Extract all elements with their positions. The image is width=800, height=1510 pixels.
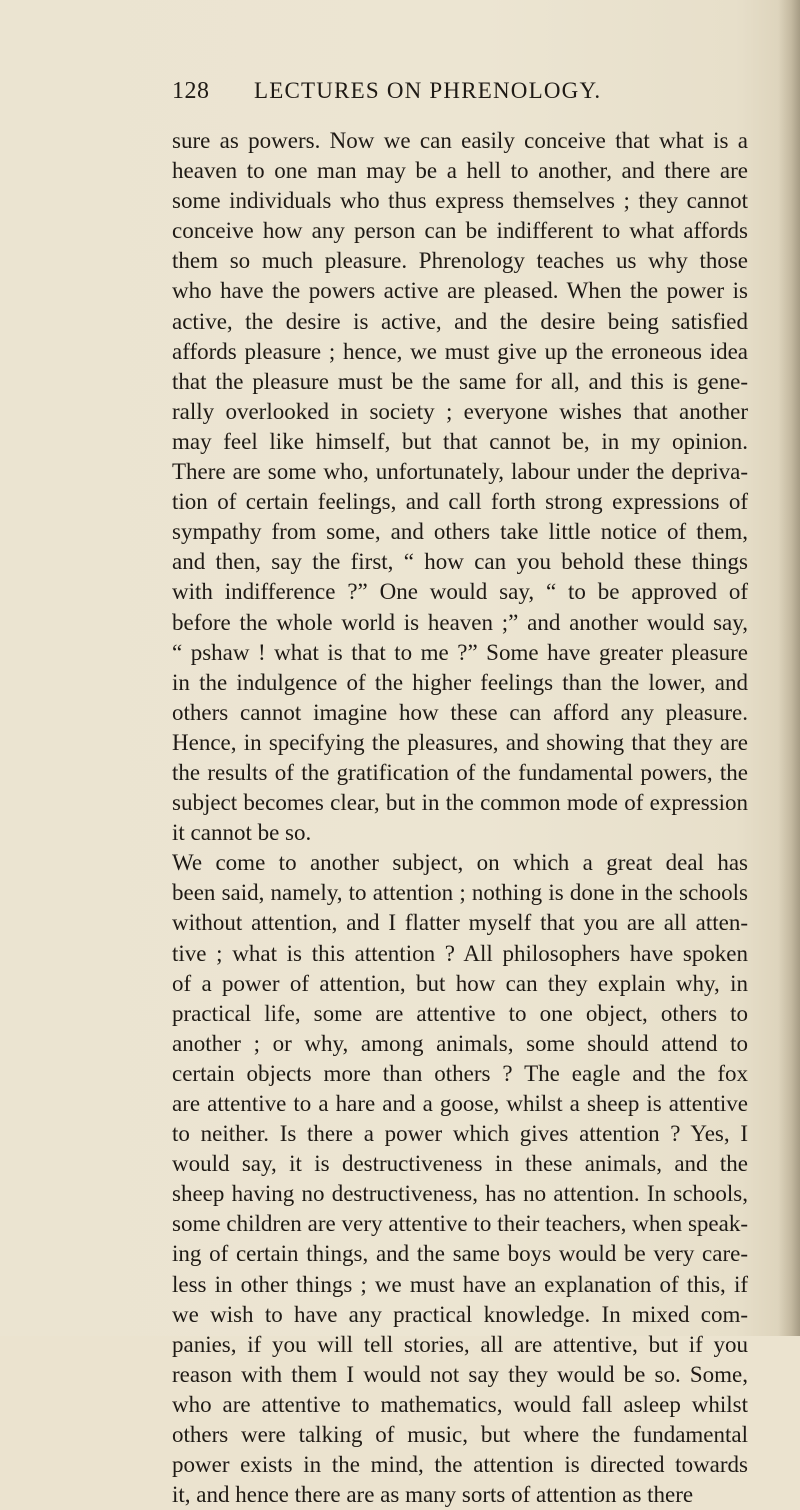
text-line: that the pleasure must be the same for all, and this is gene- bbox=[172, 368, 748, 394]
body-text bbox=[172, 126, 748, 1510]
text-line: who have the powers active are pleased. When the power is bbox=[172, 278, 748, 304]
text-line: power exists in the mind, the attention is directed towards bbox=[172, 1452, 748, 1478]
text-line: tion of certain feelings, and call forth strong expressions of bbox=[172, 489, 748, 515]
text-line: subject becomes clear, but in the common mode of expression bbox=[172, 790, 748, 816]
text-line: in the indulgence of the higher feelings than the lower, and bbox=[172, 669, 748, 695]
text-line: some children are very attentive to their teachers, when speak- bbox=[172, 1211, 748, 1237]
text-line: We come to another subject, on which a great deal has bbox=[172, 850, 748, 876]
text-line: the results of the gratification of the fundamental powers, the bbox=[172, 759, 748, 785]
text-line: rally overlooked in society ; everyone wishes that another bbox=[172, 398, 748, 424]
page-edge-shadow bbox=[778, 0, 800, 1336]
text-line: it, and hence there are as many sorts of attention as there bbox=[172, 1482, 694, 1508]
text-line: active, the desire is active, and the desire being satisfied bbox=[172, 308, 748, 334]
text-line: before the whole world is heaven ;” and another would say, bbox=[172, 609, 748, 635]
text-line: with indifference ?” One would say, “ to be approved of bbox=[172, 579, 748, 605]
text-line: some individuals who thus express themselves ; they cannot bbox=[172, 188, 748, 214]
text-line: sympathy from some, and others take little notice of them, bbox=[172, 519, 748, 545]
text-line: and then, say the first, “ how can you behold these things bbox=[172, 549, 748, 575]
text-line: others were talking of music, but where the fundamental bbox=[172, 1422, 748, 1448]
text-line: of a power of attention, but how can they explain why, in bbox=[172, 970, 748, 996]
text-line: heaven to one man may be a hell to another, and there are bbox=[172, 158, 748, 184]
text-line: we wish to have any practical knowledge. In mixed com- bbox=[172, 1301, 748, 1327]
page-header bbox=[172, 78, 732, 110]
text-line: panies, if you will tell stories, all are attentive, but if you bbox=[172, 1331, 748, 1357]
running-head: LECTURES ON PHRENOLOGY. bbox=[254, 78, 602, 103]
text-line: who are attentive to mathematics, would fall asleep whilst bbox=[172, 1391, 748, 1417]
page-number: 128 bbox=[172, 78, 210, 104]
text-line: sure as powers. Now we can easily conceive that what is a bbox=[172, 128, 748, 153]
text-line: may feel like himself, but that cannot be, in my opinion. bbox=[172, 428, 748, 454]
text-line: been said, namely, to attention ; nothing is done in the schools bbox=[172, 880, 748, 906]
text-line: certain objects more than others ? The eagle and the fox bbox=[172, 1060, 748, 1086]
text-line: would say, it is destructiveness in these animals, and the bbox=[172, 1151, 748, 1177]
text-line: another ; or why, among animals, some should attend to bbox=[172, 1030, 748, 1056]
text-line: affords pleasure ; hence, we must give up the erroneous idea bbox=[172, 338, 748, 364]
text-line: less in other things ; we must have an explanation of this, if bbox=[172, 1271, 748, 1297]
text-line: without attention, and I flatter myself that you are all atten- bbox=[172, 910, 748, 936]
text-line: “ pshaw ! what is that to me ?” Some have greater pleasure bbox=[172, 639, 748, 665]
text-line: them so much pleasure. Phrenology teaches us why those bbox=[172, 248, 748, 274]
text-line: to neither. Is there a power which gives attention ? Yes, I bbox=[172, 1121, 748, 1147]
text-line: tive ; what is this attention ? All philosophers have spoken bbox=[172, 940, 748, 966]
text-line: sheep having no destructiveness, has no attention. In schools, bbox=[172, 1181, 748, 1207]
text-line: others cannot imagine how these can afford any pleasure. bbox=[172, 699, 748, 725]
text-line: reason with them I would not say they would be so. Some, bbox=[172, 1361, 748, 1387]
text-line: conceive how any person can be indifferent to what affords bbox=[172, 218, 748, 244]
text-line: practical life, some are attentive to one object, others to bbox=[172, 1000, 748, 1026]
text-line: There are some who, unfortunately, labour under the depriva- bbox=[172, 459, 748, 485]
text-line: Hence, in specifying the pleasures, and showing that they are bbox=[172, 729, 748, 755]
text-line: ing of certain things, and the same boys would be very care- bbox=[172, 1241, 748, 1267]
text-line: it cannot be so. bbox=[172, 820, 312, 846]
text-line: are attentive to a hare and a goose, whilst a sheep is attentive bbox=[172, 1091, 748, 1116]
